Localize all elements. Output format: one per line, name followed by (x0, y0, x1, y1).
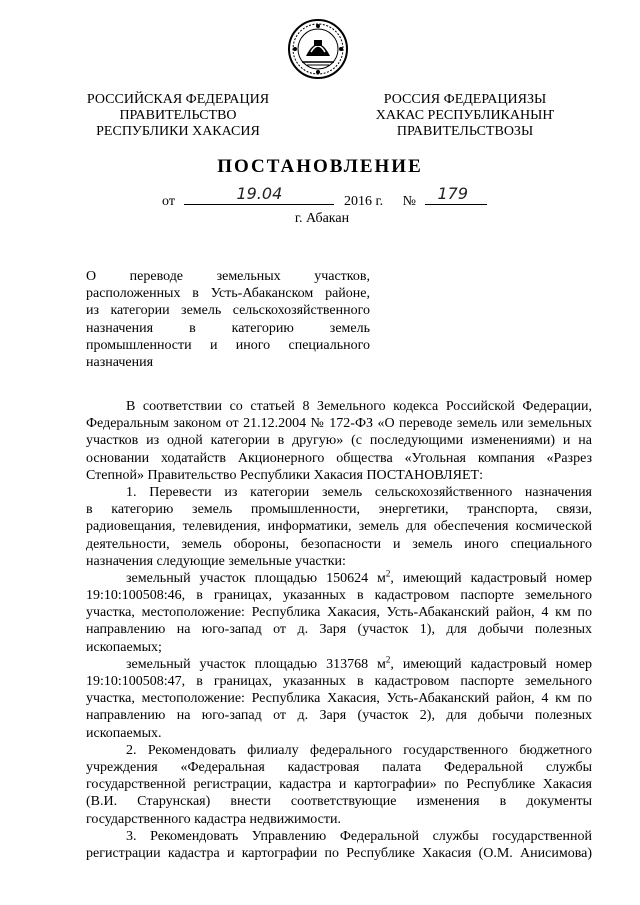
body-line: назначения следующие земельные участки: (86, 553, 346, 569)
body-line: государственного кадастра недвижимости. (86, 811, 341, 827)
handwritten-date: 19.04 (236, 184, 283, 203)
body-line: 19:10:100508:46, в границах, указанных в кадастровом паспорте земельного (86, 588, 592, 604)
year-label: 2016 г. (343, 194, 384, 209)
header-right (360, 92, 570, 140)
document-title: ПОСТАНОВЛЕНИЕ (217, 156, 423, 177)
header-right-line: РОССИЯ ФЕДЕРАЦИЯЗЫ (383, 92, 547, 107)
body-line: 19:10:100508:47, в границах, указанных в кадастровом паспорте земельного (86, 674, 592, 689)
body-line: в категорию земель промышленности, энергетики, транспорта, связи, (86, 502, 592, 518)
header-left-line: ПРАВИТЕЛЬСТВО (119, 108, 237, 123)
body-line: (В.И. Старунская) внести соответствующие изменения в документы (86, 794, 592, 810)
subject-line: расположенных в Усть-Абаканском районе, (86, 286, 370, 302)
number-sign: № (402, 194, 416, 209)
document-body (86, 398, 592, 862)
body-line: основании ходатайств Акционерного общества «Угольная компания «Разрез (86, 450, 592, 466)
subject-block (86, 268, 370, 371)
body-line: 3. Рекомендовать Управлению Федеральной службы государственной (126, 828, 592, 844)
body-line (86, 656, 592, 673)
number-field (425, 184, 487, 205)
header-left-line: РОССИЙСКАЯ ФЕДЕРАЦИЯ (86, 92, 270, 107)
plot1-cadastral-text: , имеющий кадастровый номер (390, 570, 592, 586)
date-prefix: от (162, 194, 175, 209)
body-line: деятельности, земель обороны, безопасности и земель иного специального (86, 536, 592, 552)
superscript: 2 (385, 654, 391, 665)
body-line: участка, местоположение: Республика Хакасия, Усть-Абаканский район, 4 км по (86, 605, 592, 621)
body-line: Степной» Правительство Республики Хакасия ПОСТАНОВЛЯЕТ: (86, 467, 483, 483)
subject-line: из категории земель сельскохозяйственного (86, 303, 370, 319)
body-line: радиовещания, телевидения, информатики, земель для обеспечения космической (86, 519, 592, 535)
body-line: направлению на юго-запад от д. Заря (участок 2), для добычи полезных (86, 708, 592, 724)
body-line (86, 570, 592, 587)
plot2-cadastral-text: , имеющий кадастровый номер (390, 656, 592, 672)
subject-line: назначения в категорию земель (86, 320, 370, 336)
body-line: ископаемых. (86, 725, 162, 741)
body-line: участков из одной категории в другую» (с последующими изменениями) и на (86, 433, 592, 449)
subject-line: О переводе земельных участков, (86, 269, 370, 284)
superscript: 2 (385, 568, 391, 579)
plot1-area-text: земельный участок площадью 150624 м (126, 570, 386, 586)
coat-of-arms-icon (287, 18, 349, 80)
date-field (184, 184, 334, 205)
header-right-line: ПРАВИТЕЛЬСТВОЗЫ (396, 124, 534, 139)
body-line: государственной регистрации, кадастра и картографии» по Республике Хакасия (86, 777, 592, 793)
subject-line: промышленности и иного специального (86, 337, 370, 353)
body-line: направлению на юго-запад от д. Заря (участок 1), для добычи полезных (86, 622, 592, 638)
plot2-area-text: земельный участок площадью 313768 м (126, 656, 386, 672)
handwritten-number: 179 (437, 184, 469, 203)
body-line: учреждения «Федеральная кадастровая палата Федеральной службы (86, 759, 592, 775)
body-line: участка, местоположение: Республика Хакасия, Усть-Абаканский район, 4 км по (86, 691, 592, 707)
date-number-line (162, 184, 487, 210)
body-line: ископаемых; (86, 639, 162, 655)
body-line: В соответствии со статьей 8 Земельного кодекса Российской Федерации, (126, 399, 592, 414)
body-line: регистрации кадастра и картографии по Республике Хакасия (О.М. Анисимова) (86, 845, 592, 861)
header-left-line: РЕСПУБЛИКИ ХАКАСИЯ (96, 124, 260, 139)
header-right-line: ХАКАС РЕСПУБЛИКАНЫҤ (375, 108, 555, 123)
body-line: 2. Рекомендовать филиалу федерального государственного бюджетного (126, 742, 592, 758)
body-line: Федеральным законом от 21.12.2004 № 172-ФЗ «О переводе земель или земельных (86, 416, 592, 432)
header-left (73, 92, 283, 140)
body-line: 1. Перевести из категории земель сельскохозяйственного назначения (126, 484, 592, 500)
city-label: г. Абакан (294, 211, 350, 226)
subject-line: назначения (86, 355, 154, 371)
